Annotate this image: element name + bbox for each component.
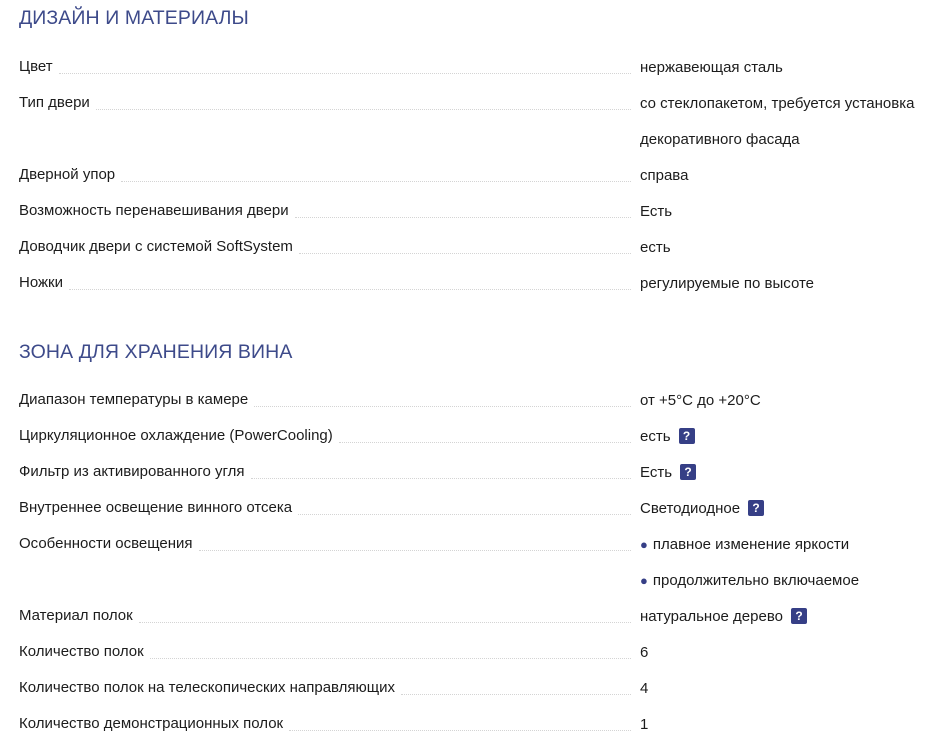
spec-label: Количество полок на телескопических направляющих xyxy=(19,679,396,696)
spec-value: нержавеющая сталь xyxy=(640,58,783,76)
help-icon[interactable]: ? xyxy=(680,464,696,480)
dotted-leader xyxy=(121,181,631,182)
spec-label: Возможность перенавешивания двери xyxy=(19,202,289,219)
dotted-leader xyxy=(69,289,631,290)
spec-label: Дверной упор xyxy=(19,166,116,183)
dotted-leader xyxy=(251,478,631,479)
help-icon[interactable]: ? xyxy=(791,608,807,624)
bullet-item xyxy=(640,526,943,562)
spec-row-door-type xyxy=(19,85,943,148)
spec-label: Внутреннее освещение винного отсека xyxy=(19,499,293,516)
spec-value: 1 xyxy=(640,715,649,733)
section-title-wine-zone: ЗОНА ДЛЯ ХРАНЕНИЯ ВИНА xyxy=(19,341,293,363)
spec-label: Цвет xyxy=(19,58,53,75)
spec-label: Особенности освещения xyxy=(19,535,193,552)
spec-label: Доводчик двери с системой SoftSystem xyxy=(19,238,293,255)
spec-label: Материал полок xyxy=(19,607,133,624)
spec-label: Циркуляционное охлаждение (PowerCooling) xyxy=(19,427,333,444)
bullet-text: продолжительно включаемое xyxy=(652,571,860,589)
spec-label: Фильтр из активированного угля xyxy=(19,463,245,480)
dotted-leader xyxy=(289,730,631,731)
spec-value: 6 xyxy=(640,643,649,661)
spec-label: Тип двери xyxy=(19,94,90,111)
dotted-leader xyxy=(96,109,631,110)
dotted-leader xyxy=(401,694,631,695)
spec-value: регулируемые по высоте xyxy=(640,274,815,292)
help-icon[interactable]: ? xyxy=(679,428,695,444)
dotted-leader xyxy=(150,658,631,659)
spec-row-telescopic-shelves xyxy=(19,670,943,706)
spec-value: есть xyxy=(640,238,671,256)
spec-row-reversible-door xyxy=(19,193,943,229)
bullet-item xyxy=(640,562,943,598)
spec-row-door-stop xyxy=(19,157,943,193)
bullet-icon: ● xyxy=(640,536,648,552)
spec-row-powercooling xyxy=(19,418,943,454)
spec-row-shelf-material xyxy=(19,598,943,634)
spec-value: справа xyxy=(640,166,689,184)
spec-value-continuation: декоративного фасада xyxy=(640,130,800,148)
spec-value: Есть xyxy=(640,463,673,481)
spec-value: от +5°C до +20°C xyxy=(640,391,761,409)
spec-row-legs xyxy=(19,265,943,301)
dotted-leader xyxy=(254,406,631,407)
spec-value: со стеклопакетом, требуется установка xyxy=(640,94,915,112)
spec-row-display-shelves xyxy=(19,706,943,742)
spec-row-lighting-features xyxy=(19,526,943,589)
spec-label: Количество полок xyxy=(19,643,144,660)
spec-row-color xyxy=(19,49,943,85)
spec-label: Диапазон температуры в камере xyxy=(19,391,249,408)
dotted-leader xyxy=(59,73,631,74)
spec-value: Светодиодное xyxy=(640,499,741,517)
spec-row-shelf-count xyxy=(19,634,943,670)
spec-row-temperature-range xyxy=(19,382,943,418)
spec-value: натуральное дерево xyxy=(640,607,783,625)
bullet-icon: ● xyxy=(640,572,648,588)
spec-value: 4 xyxy=(640,679,649,697)
spec-value: Есть xyxy=(640,202,673,220)
spec-row-door-closer xyxy=(19,229,943,265)
dotted-leader xyxy=(139,622,631,623)
dotted-leader xyxy=(199,550,631,551)
dotted-leader xyxy=(298,514,631,515)
dotted-leader xyxy=(295,217,631,218)
spec-row-charcoal-filter xyxy=(19,454,943,490)
spec-label: Ножки xyxy=(19,274,63,291)
dotted-leader xyxy=(339,442,631,443)
spec-value: есть xyxy=(640,427,671,445)
spec-row-interior-lighting xyxy=(19,490,943,526)
bullet-text: плавное изменение яркости xyxy=(652,535,850,553)
spec-label: Количество демонстрационных полок xyxy=(19,715,284,732)
dotted-leader xyxy=(299,253,631,254)
help-icon[interactable]: ? xyxy=(748,500,764,516)
section-title-design: ДИЗАЙН И МАТЕРИАЛЫ xyxy=(19,7,249,29)
